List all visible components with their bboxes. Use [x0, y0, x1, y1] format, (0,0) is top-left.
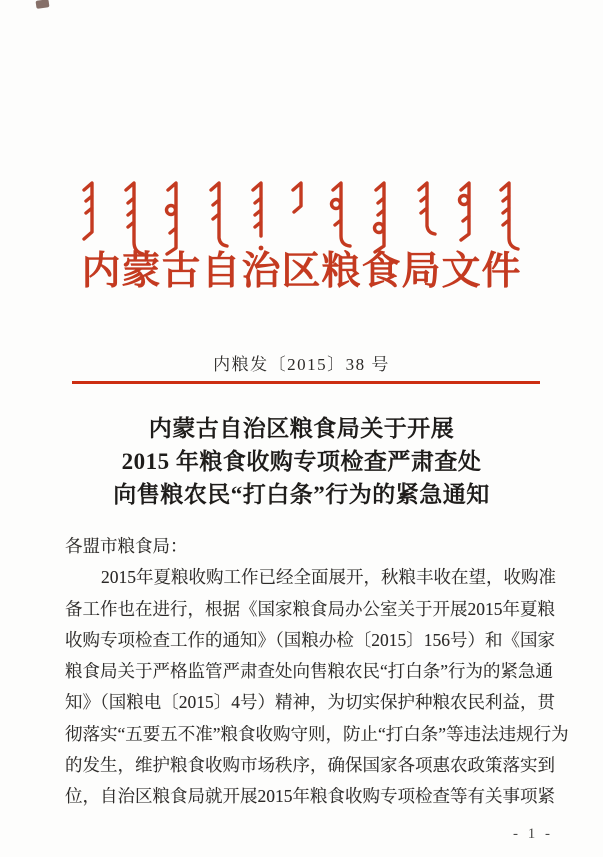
body-line: 位，自治区粮食局就开展2015年粮食收购专项检查等有关事项紧 — [65, 786, 555, 807]
body-line: 知》（国粮电〔2015〕4号）精神，为切实保护种粮农民利益，贯 — [65, 692, 555, 713]
notice-title-line: 2015 年粮食收购专项检查严肃查处 — [121, 449, 482, 474]
body-text — [65, 531, 569, 813]
document-number: 内粮发〔2015〕38 号 — [213, 355, 390, 374]
notice-title — [0, 412, 603, 511]
body-line: 收购专项检查工作的通知》（国粮办检〔2015〕156号）和《国家 — [65, 629, 555, 650]
red-divider-rule — [72, 381, 540, 384]
salutation-line: 各盟市粮食局： — [65, 536, 188, 556]
body-line: 的发生，维护粮食收购市场秩序，确保国家各项惠农政策落实到 — [65, 755, 555, 776]
agency-title: 内蒙古自治区粮食局文件 — [81, 248, 522, 294]
body-line: 2015年夏粮收购工作已经全面展开，秋粮丰收在望，收购准 — [101, 567, 556, 588]
notice-title-line: 内蒙古自治区粮食局关于开展 — [148, 416, 455, 441]
body-line: 彻落实“五要五不准”粮食收购守则，防止“打白条”等违法违规行为 — [65, 723, 569, 744]
page-number: - 1 - — [513, 826, 553, 842]
notice-title-line: 向售粮农民“打白条”行为的紧急通知 — [113, 482, 490, 507]
scan-artifact — [36, 0, 50, 9]
body-line: 粮食局关于严格监管严肃查处向售粮农民“打白条”行为的紧急通 — [65, 661, 554, 682]
body-line: 备工作也在进行，根据《国家粮食局办公室关于开展2015年夏粮 — [65, 598, 555, 619]
